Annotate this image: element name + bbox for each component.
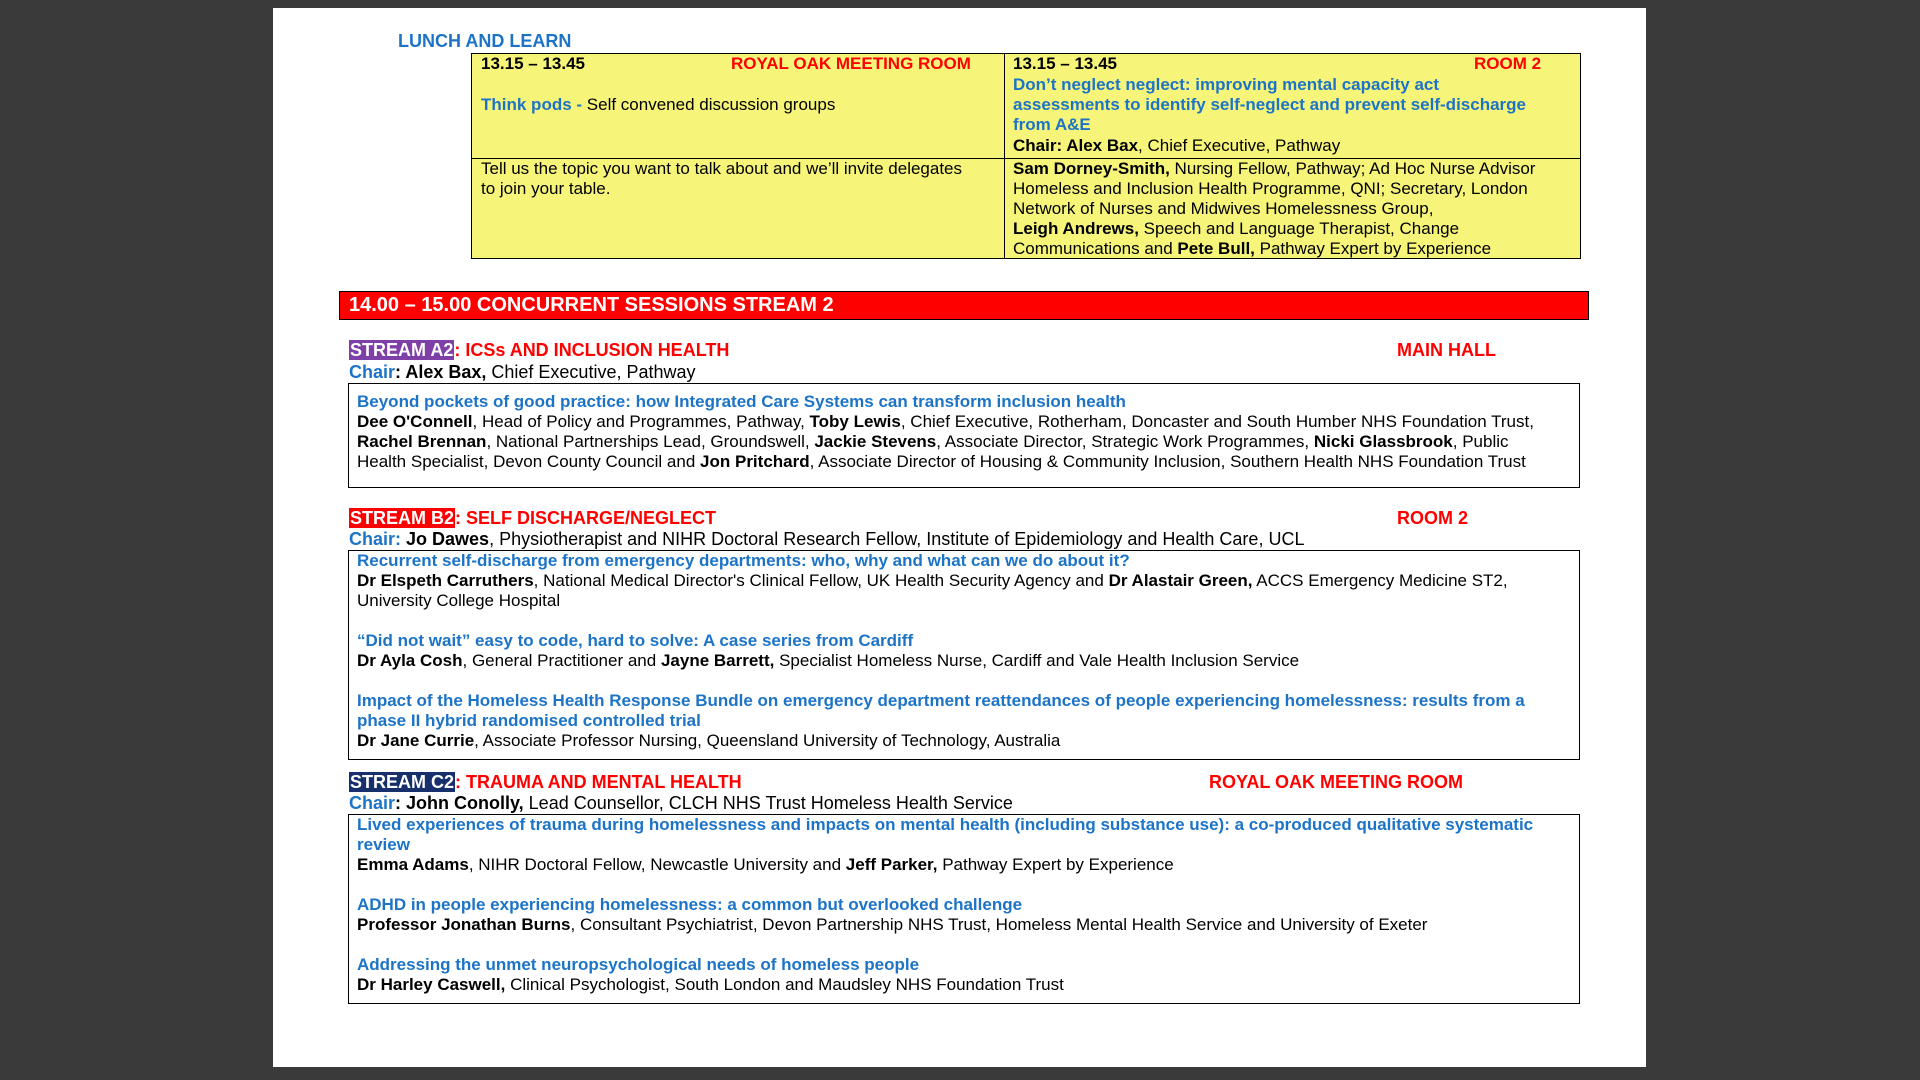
session-item bbox=[357, 631, 1572, 671]
session-item bbox=[357, 551, 1572, 611]
stream-c2-room: ROYAL OAK MEETING ROOM bbox=[1209, 772, 1464, 792]
session-speakers: Dr Harley Caswell, Clinical Psychologist, South London and Maudsley NHS Foundation Trust bbox=[357, 975, 1064, 994]
stream-a2-session-box bbox=[348, 383, 1580, 488]
session-title: ADHD in people experiencing homelessness: a common but overlooked challenge bbox=[357, 895, 1023, 914]
session-title: Lived experiences of trauma during homelessness and impacts on mental health (including substance use): a co-produced qualitative systematic review bbox=[357, 815, 1534, 854]
session-item bbox=[357, 691, 1572, 751]
session-title: “Did not wait” easy to code, hard to solve: A case series from Cardiff bbox=[357, 631, 914, 650]
document-page bbox=[273, 8, 1646, 1067]
table-divider bbox=[1004, 54, 1005, 258]
left-session-room: ROYAL OAK MEETING ROOM bbox=[731, 54, 971, 73]
session-item bbox=[357, 955, 1572, 995]
right-session-speakers: Sam Dorney-Smith, Nursing Fellow, Pathway; Ad Hoc Nurse Advisor Homeless and Inclusion Health Programme, QNI; Secretary, London Network of Nurses and Midwives Homelessness Group, Leigh Andrews, Speech and Language Therapist, Change Communications and Pete Bull, Pathway Expert by Experience bbox=[1013, 159, 1536, 258]
concurrent-sessions-banner: 14.00 – 15.00 CONCURRENT SESSIONS STREAM 2 bbox=[339, 291, 1589, 320]
session-title: Impact of the Homeless Health Response Bundle on emergency department reattendances of people experiencing homelessness: results from a phase II hybrid randomised controlled trial bbox=[357, 691, 1525, 730]
session-speakers: Dr Elspeth Carruthers, National Medical Director's Clinical Fellow, UK Health Security Agency and Dr Alastair Green, ACCS Emergency Medicine ST2, University College Hospital bbox=[357, 571, 1508, 610]
lunch-learn-table bbox=[471, 53, 1581, 259]
session-title: Addressing the unmet neuropsychological needs of homeless people bbox=[357, 955, 920, 974]
left-session-title: Think pods - Self convened discussion groups bbox=[481, 95, 836, 114]
stream-c2-session-box bbox=[348, 814, 1580, 1004]
stream-tag: STREAM A2 bbox=[350, 340, 454, 360]
left-session-desc: Tell us the topic you want to talk about and we’ll invite delegates to join your table. bbox=[481, 159, 963, 198]
session-item bbox=[357, 895, 1572, 935]
right-session-time: 13.15 – 13.45 bbox=[1013, 54, 1117, 73]
left-session-time: 13.15 – 13.45 bbox=[481, 54, 585, 73]
stream-c2-chair: Chair: John Conolly, Lead Counsellor, CLCH NHS Trust Homeless Health Service bbox=[349, 793, 1013, 813]
session-speakers: Dr Jane Currie, Associate Professor Nursing, Queensland University of Technology, Australia bbox=[357, 731, 1061, 750]
stream-a2-room: MAIN HALL bbox=[1397, 340, 1496, 360]
stream-b2-room: ROOM 2 bbox=[1397, 508, 1469, 528]
stream-b2-chair: Chair: Jo Dawes, Physiotherapist and NIHR Doctoral Research Fellow, Institute of Epidemiology and Health Care, UCL bbox=[349, 529, 1305, 549]
session-speakers: Dr Ayla Cosh, General Practitioner and Jayne Barrett, Specialist Homeless Nurse, Cardiff and Vale Health Inclusion Service bbox=[357, 651, 1300, 670]
stream-a2-heading: STREAM A2: ICSs AND INCLUSION HEALTH bbox=[350, 340, 730, 360]
stream-b2-session-box bbox=[348, 550, 1580, 760]
session-speakers: Dee O'Connell, Head of Policy and Programmes, Pathway, Toby Lewis, Chief Executive, Rotherham, Doncaster and South Humber NHS Foundation Trust, Rachel Brennan, National Partnerships Lead, Groundswell, Jackie Stevens, Associate Director, Strategic Work Programmes, Nicki Glassbrook, Public Health Specialist, Devon County Council and Jon Pritchard, Associate Director of Housing & Community Inclusion, Southern Health NHS Foundation Trust bbox=[357, 412, 1534, 471]
stream-c2-heading: STREAM C2: TRAUMA AND MENTAL HEALTH bbox=[350, 772, 742, 792]
stream-a2-chair: Chair: Alex Bax, Chief Executive, Pathway bbox=[349, 362, 696, 382]
right-session-title: Don’t neglect neglect: improving mental capacity act assessments to identify self-neglect and prevent self-discharge from A&E bbox=[1013, 75, 1526, 134]
lunch-learn-heading: LUNCH AND LEARN bbox=[398, 31, 572, 51]
right-session-chair: Chair: Alex Bax, Chief Executive, Pathway bbox=[1013, 136, 1341, 155]
session-title: Recurrent self-discharge from emergency departments: who, why and what can we do about it? bbox=[357, 551, 1130, 570]
session-item bbox=[357, 392, 1567, 472]
session-item bbox=[357, 815, 1572, 875]
stream-b2-heading: STREAM B2: SELF DISCHARGE/NEGLECT bbox=[350, 508, 717, 528]
session-speakers: Emma Adams, NIHR Doctoral Fellow, Newcastle University and Jeff Parker, Pathway Expert by Experience bbox=[357, 855, 1174, 874]
stream-tag: STREAM C2 bbox=[350, 772, 455, 792]
session-title: Beyond pockets of good practice: how Integrated Care Systems can transform inclusion health bbox=[357, 392, 1126, 411]
right-session-room: ROOM 2 bbox=[1474, 54, 1542, 73]
stream-tag: STREAM B2 bbox=[350, 508, 455, 528]
session-speakers: Professor Jonathan Burns, Consultant Psychiatrist, Devon Partnership NHS Trust, Homeless Mental Health Service and University of Exeter bbox=[357, 915, 1428, 934]
